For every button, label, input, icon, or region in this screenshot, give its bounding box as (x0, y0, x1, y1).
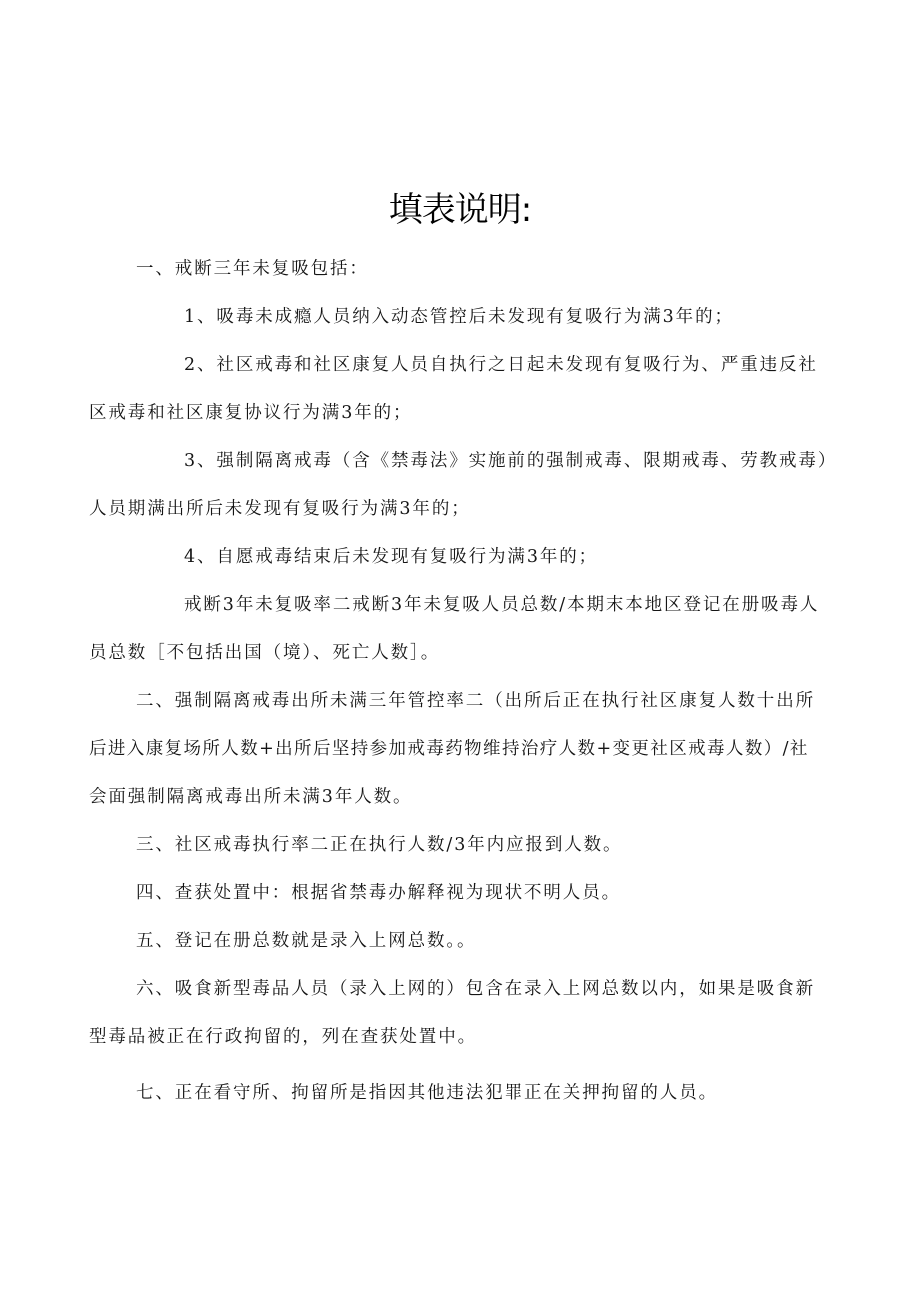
section-2-line-2: 后进入康复场所人数+出所后坚持参加戒毒药物维持治疗人数+变更社区戒毒人数）/社 (89, 739, 809, 759)
section-1-item-4: 4、自愿戒毒结束后未发现有复吸行为满3年的； (184, 547, 599, 567)
section-2-line-1: 二、强制隔离戒毒出所未满三年管控率二（出所后正在执行社区康复人数十出所 (136, 691, 815, 711)
section-1-heading: 一、戒断三年未复吸包括： (136, 259, 369, 279)
section-1-item-2-line-2: 区戒毒和社区康复协议行为满3年的； (89, 403, 413, 423)
section-1-item-3-line-2: 人员期满出所后未发现有复吸行为满3年的； (89, 499, 471, 519)
section-7: 七、正在看守所、拘留所是指因其他违法犯罪正在关押拘留的人员。 (136, 1083, 718, 1103)
section-2-line-3: 会面强制隔离戒毒出所未满3年人数。 (89, 787, 413, 807)
section-4: 四、查获处置中：根据省禁毒办解释视为现状不明人员。 (136, 883, 621, 903)
rate-formula-line-1: 戒断3年未复吸率二戒断3年未复吸人员总数/本期末本地区登记在册吸毒人 (184, 595, 820, 615)
rate-formula-line-2: 员总数［不包括出国（境）、死亡人数］。 (89, 643, 441, 663)
section-6-line-2: 型毒品被正在行政拘留的，列在查获处置中。 (89, 1027, 477, 1047)
section-5: 五、登记在册总数就是录入上网总数。。 (136, 931, 477, 951)
section-6-line-1: 六、吸食新型毒品人员（录入上网的）包含在录入上网总数以内，如果是吸食新 (136, 979, 815, 999)
section-3: 三、社区戒毒执行率二正在执行人数/3年内应报到人数。 (136, 835, 623, 855)
section-1-item-3-line-1: 3、强制隔离戒毒（含《禁毒法》实施前的强制戒毒、限期戒毒、劳教戒毒） (184, 451, 838, 471)
document-title: 填表说明: (388, 190, 532, 230)
section-1-item-2-line-1: 2、社区戒毒和社区康复人员自执行之日起未发现有复吸行为、严重违反社 (184, 355, 818, 375)
section-1-item-1: 1、吸毒未成瘾人员纳入动态管控后未发现有复吸行为满3年的； (184, 307, 734, 327)
